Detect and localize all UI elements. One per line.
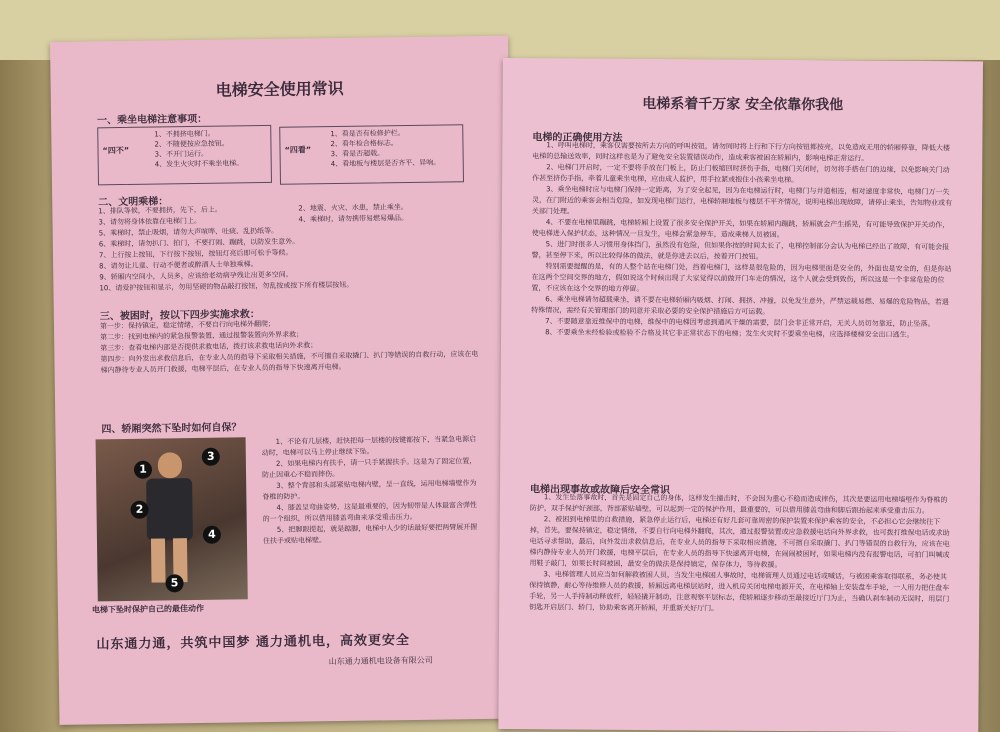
company-name: 山东通力通机电设备有限公司: [328, 655, 433, 667]
list-item: 第一步：保持镇定，稳定情绪，不要自行向电梯外翻爬；: [99, 319, 276, 331]
right-pink-sheet: [498, 58, 983, 732]
list-item: 3、不开门运行。: [154, 149, 209, 159]
usage-paragraphs: [531, 140, 956, 341]
list-item: 9、轿厢内空间小，人员多，应该给老幼病孕残让出更多空间。: [99, 270, 293, 282]
list-item: 2、不随便按应急按钮。: [154, 139, 229, 149]
paragraph: 7、不要随意靠近维保中的电梯，维保中的电梯因考虑到通风干燥的需要，层门会非正常开启，无关人员切勿靠近，防止坠落。: [545, 317, 935, 329]
paragraph: 1、呼叫电梯时，乘客仅需要按所去方向的呼叫按钮，请勿同时将上行和下行方向按钮都按亮，以免造成无用的轿厢停靠，降低大楼电梯的总输送效率，同时这样也是为了避免安全装置错误动作，造成乘客被困在轿厢内，影响电梯正常运行。: [532, 141, 950, 163]
section1-heading: 一、乘坐电梯注意事项：: [97, 113, 208, 127]
list-item: 10、请爱护按钮和显示，勿用坚硬的物品敲打按钮，勿乱按或按下所有楼层按钮。: [99, 280, 354, 293]
person-body: [146, 478, 193, 541]
four-no-box: [97, 125, 272, 185]
four-no-list: [154, 128, 243, 169]
list-item: 3、请勿将身体依靠在电梯门上。: [98, 216, 202, 227]
list-item: 7、上行按上按钮，下行按下按钮，按钮灯亮后即可松手等候。: [98, 248, 293, 260]
tip-4: 4、膝盖呈弯曲姿势，这是最重要的，因为韧带是人体最富含弹性的一个组织，所以借用膝盖弯曲来承受重击压力。: [262, 501, 478, 524]
paragraph: 5、进门时很多人习惯用身体挡门，虽然没有危险，但如果你按的时间太长了，电梯控制部分会认为电梯已经出了故障，有可能会报警，甚至停下来，所以比较得体的做法，就是你进去以后，按着开门按钮。: [531, 240, 950, 261]
list-item: 3、看是否超载。: [330, 149, 385, 159]
paragraph: 8、不要乘坐未经检验或检验不合格及其它非正常状态下的电梯；发生火灾时不要乘坐电梯，应选择楼梯安全出口逃生。: [545, 328, 914, 339]
fall-tips: [262, 434, 480, 547]
tip-3: 3、整个背部和头部紧贴电梯内壁，呈一直线，运用电梯墙壁作为脊椎的防护。: [262, 479, 477, 502]
tip-1: 1、不论有几层楼，赶快把每一层楼的按键都按下，当紧急电源启动时，电梯可以马上停止继续下坠。: [261, 435, 477, 458]
elevator-fall-photo: [96, 437, 248, 601]
four-look-box: [279, 124, 464, 185]
paragraph: 3、乘坐电梯时应与电梯门保持一定距离，为了安全起见，因为在电梯运行时，电梯门与井道相连，相对速度非常快，电梯门万一失灵，在门附近的乘客会相当危险，如发现电梯门运行，电梯轿厢地板与楼层不平齐情况，说明电梯出现故障，请停止乘坐，告知物业或有关部门处理。: [531, 185, 953, 216]
list-item: 第二步：找到电梯内的紧急报警装置，通过报警装置向外界求救；: [100, 330, 304, 342]
marker-2: 2: [130, 501, 148, 519]
marker-3: 3: [202, 448, 220, 466]
right-title: 电梯系着千万家 安全依靠你我他: [642, 95, 844, 114]
list-item: 4、发生火灾时不乘坐电梯。: [154, 159, 244, 169]
civil-list: [98, 201, 479, 294]
list-item: 4、乘梯时，请勿携带易燃易爆品。: [298, 214, 409, 224]
section3-heading: 三、被困时，按以下四步实施求救：: [99, 309, 260, 323]
person-head: [158, 452, 182, 478]
paragraph: 3、电梯管理人员应当如何解救被困人员，当发生电梯困人事故时，电梯管理人员通过电话或喊话，与被困乘客取得联系，务必使其保持镇静，耐心等待维修人员的救援，轿厢远离电梯层站时，进入机房关闭电梯电源开关，在电梯轴上安装盘车手轮，一人用力把住盘车手轮，另一人手持制动释放杆，轻轻撬开制动，注意观察平层标志，使轿厢逐步移动至最接近厅门为止，当确认刹车制动无误时，用层门钥匙开启层门、轿门，协助乘客离开轿厢，并重新关好厅门。: [529, 570, 950, 613]
four-look-list: [330, 128, 440, 170]
list-item: 第四步：向外发出求救信息后，在专业人员的指导下采取相关措施，不可擅自采取撬门、扒门等错误的自救行动，应该在电梯内静待专业人员开门救援，电梯平层后，在专业人员的指导下快速离开电梯。: [100, 350, 479, 375]
list-item: 2、看年检合格标志。: [330, 139, 398, 149]
list-item: 8、请勿让儿童、行动不便者或醉酒人士单独乘梯。: [99, 260, 258, 271]
paragraph: 1、发生坠落事故时，首先是固定自己的身体，这样发生撞击时，不会因为重心不稳而造成摔伤，其次是要运用电梯墙壁作为脊椎的防护，双手保护好颈部，背部紧贴墙壁，可以起到一定的保护作用，最重要的，可以借用膝盖弯曲和脚后跟抬起来承受重击压力。: [529, 493, 948, 515]
paragraph: 特别需要提醒的是，有的人整个站在电梯门处，挡着电梯门，这样是很危险的，因为电梯里面是安全的，外面也是安全的，但是你站在这两个空间交界的地方，假如说这个时候出现了大家觉得以前做开门车走的情况，这个人就会受到致伤，所以这是一个非常危险的位置，不应该在这个交界的地方停留。: [531, 262, 952, 293]
paragraph: 2、被困到电梯里的自救措施，紧急停止运行后，电梯还有好几套可靠周密的保护装置来保护乘客的安全，不必担心它会继续往下掉，首先，要保持镇定，稳定情绪，不要自行向电梯外翻爬，其次，通过报警装置或应急救援电话向外界求救，也可拨打维保电话或求助电话寻求帮助，最后，向外发出求救信息后，在专业人员的指导下采取相应措施，不可擅自采取撬门、扒门等错误的自救行为，应该在电梯内静待专业人员开门救援，电梯平层后，在专业人员的指导下快速离开电梯，在闹闹被困时，如果电梯内没有报警电话，可拍门叫喊或用鞋子敲门，如果长时间被困，最安全的做法是保持镇定，保存体力，等待救援。: [529, 515, 950, 569]
four-look-label: “四看”: [284, 145, 312, 155]
left-title: 电梯安全使用常识: [215, 78, 344, 100]
left-pink-sheet: [50, 36, 517, 725]
tip-2: 2、如果电梯内有扶手，请一只手紧握扶手。这是为了固定位置，防止因重心不稳而摔伤。: [262, 457, 477, 480]
section4-heading: 四、轿厢突然下坠时如何自保？: [101, 422, 242, 436]
list-item: 4、看地板与楼层是否齐平、异响。: [330, 158, 441, 169]
paragraph: 6、乘坐电梯请勿超载乘坐，请不要在电梯轿厢内吸烟、打闹、拥挤、冲撞，以免发生意外，严禁运载易燃、易爆的危险物品，若遇特殊情况，需经有关管理部门的同意并采取必要的安全保护措施后方可运载。: [531, 295, 949, 316]
usage-heading: 电梯的正确使用方法: [532, 132, 623, 144]
section2-heading: 二、文明乘梯：: [98, 196, 169, 209]
four-no-label: “四不”: [102, 145, 130, 156]
paragraph: 2、电梯门开启时，一定不要将手放在门板上，防止门板缩回时挤伤手指，电梯门关闭时，切勿将手搭在门的边缘，以免影响关门动作甚至挤伤手指，牵着儿童乘坐电梯，应由成人监护，用手拉紧或抱住小孩乘坐电梯。: [532, 163, 950, 185]
slogan: 山东通力通，共筑中国梦 通力通机电，高效更安全: [96, 633, 411, 653]
person-leg: [151, 538, 166, 582]
list-item: 1、不拥挤电梯门。: [154, 129, 215, 139]
list-item: 6、乘梯时，请勿扒门、拍门，不要打闹、蹦跳，以防发生意外。: [98, 237, 300, 249]
list-item: 1、看是否有检修护栏。: [330, 129, 405, 139]
tip-5: 5、把脚跟提起，就是踮脚，电梯中人少的话最好要把两臂展开握住扶手或贴电梯壁。: [262, 523, 478, 546]
marker-5: 5: [165, 574, 183, 592]
list-item: 2、地震、火灾、水患，禁止乘坐。: [298, 203, 408, 213]
list-item: 1、排队等候，不要拥挤，先下，后上。: [98, 205, 222, 216]
accident-heading: 电梯出现事故或故障后安全常识: [529, 484, 671, 497]
accident-paragraphs: [529, 492, 954, 616]
list-item: 第三步：查看电梯内部是否提供求救电话，拨打该求救电话向外求救；: [100, 341, 318, 353]
marker-1: 1: [134, 461, 152, 479]
marker-4: 4: [203, 526, 221, 544]
paragraph: 4、不要在电梯里蹦跳，电梯轿厢上设置了很多安全保护开关，如果在轿厢内蹦跳，轿厢就会产生摇晃，有可能导致保护开关动作，使电梯进入保护状态，这种情况一旦发生，电梯会紧急停车，造成乘梯人员被困。: [531, 218, 950, 239]
photo-caption: 电梯下坠时保护自己的最佳动作: [91, 603, 204, 615]
rescue-steps: [100, 316, 485, 376]
list-item: 5、乘梯时，禁止吸烟，请勿大声喧哗、吐痰、乱扔纸等。: [98, 226, 279, 238]
